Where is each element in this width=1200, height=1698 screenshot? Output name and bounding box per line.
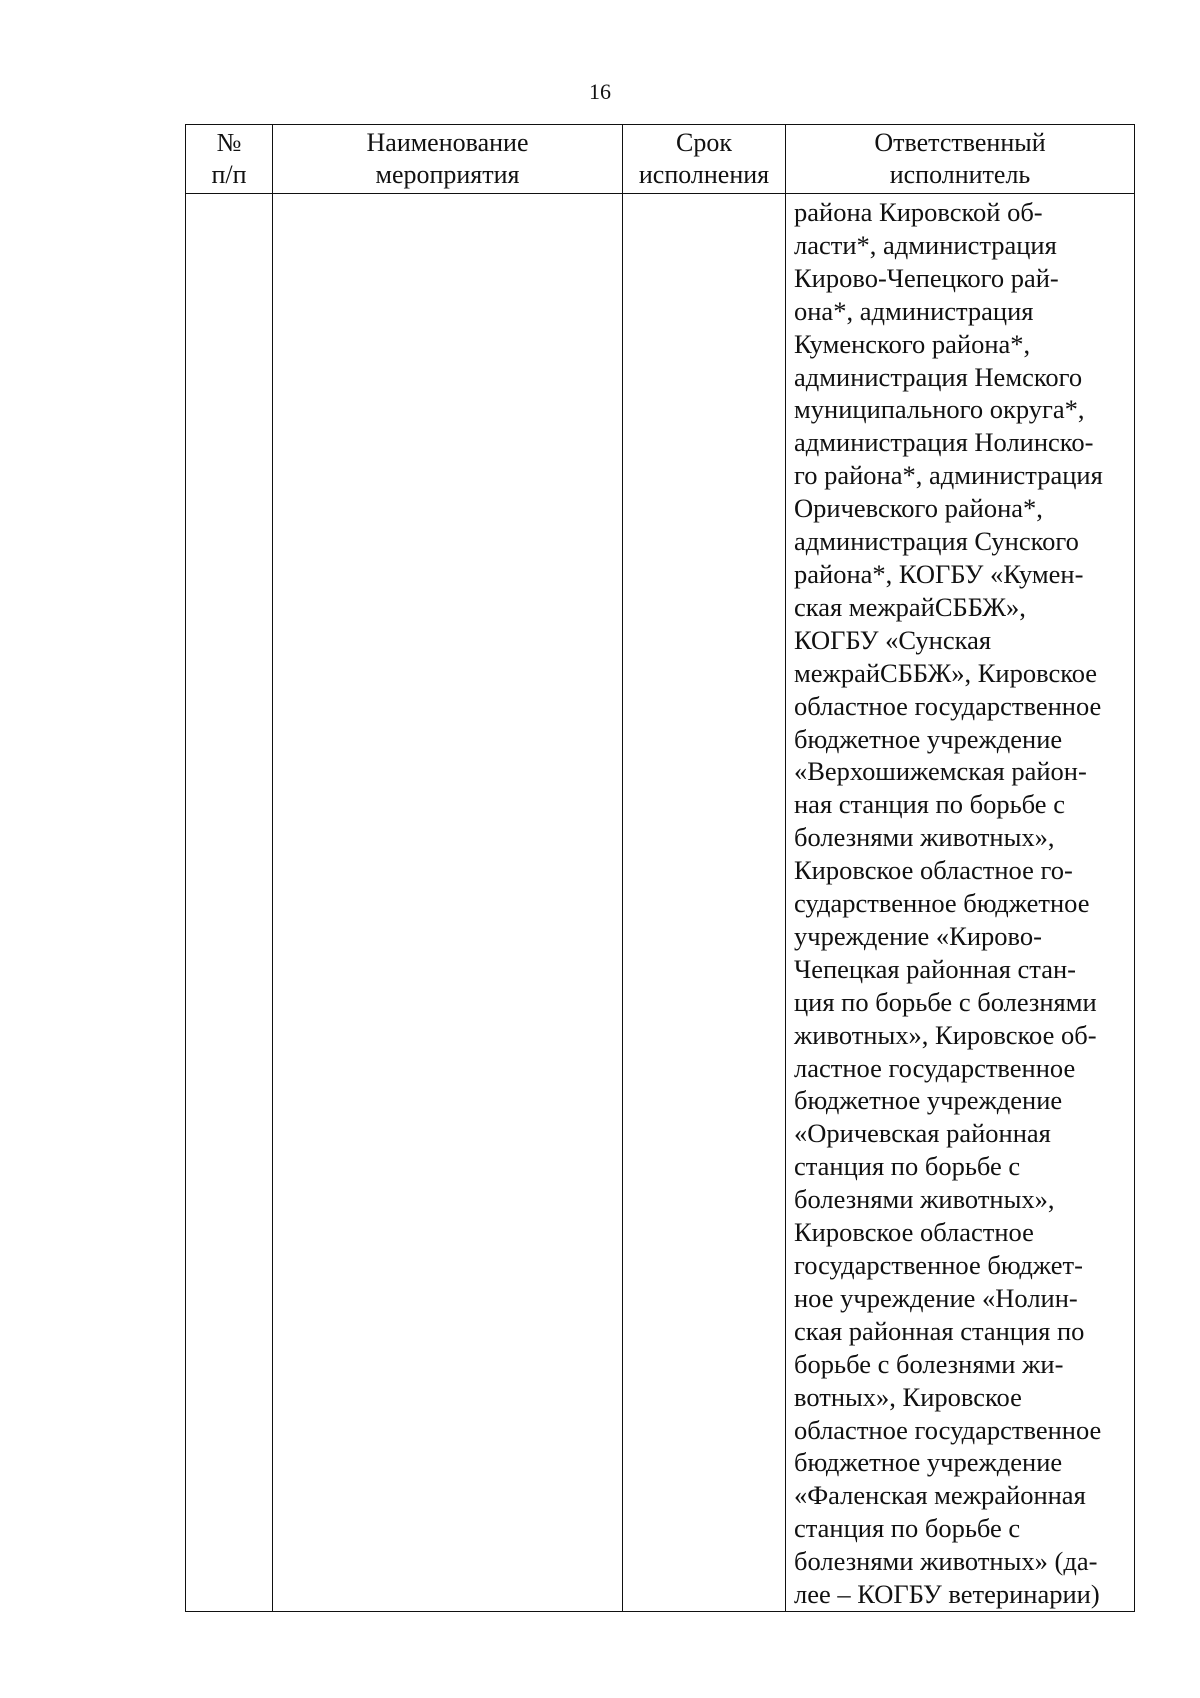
cell-responsible: района Кировской об- ласти*, администрация Кирово-Чепецкого рай- она*, администрация Куменского района*, администрация Немского муниципального округа*, администрация Нолинско- го района*, администрация Оричевского района*, администрация Сунского района*, КОГБУ «Кумен- ская межрайСББЖ», КОГБУ «Сунская межрайСББЖ», Кировское областное государственное бюджетное учреждение «Верхошижемская район- ная станция по борьбе с болезнями животных», Кировское областное го- сударственное бюджетное учреждение «Кирово- Чепецкая районная стан- ция по борьбе с болезнями животных», Кировское об- ластное государственное бюджетное учреждение «Оричевская районная станция по борьбе с болезнями животных», Кировское областное государственное бюджет- ное учреждение «Нолин- ская районная станция по борьбе с болезнями жи- вотных», Кировское областное государственное бюджетное учреждение «Фаленская межрайонная станция по борьбе с болезнями животных» (да- лее – КОГБУ ветеринарии) — [786, 194, 1135, 1612]
header-term — [623, 125, 786, 194]
header-num-line-2: п/п — [211, 160, 247, 189]
header-term-line-2: исполнения — [638, 160, 770, 189]
header-term-line-1: Срок — [676, 128, 732, 157]
page-number: 16 — [589, 79, 611, 104]
cell-num — [186, 194, 273, 1612]
header-responsible-line-1: Ответственный — [874, 128, 1046, 157]
measures-table — [185, 124, 1135, 1612]
table-row — [186, 194, 1135, 1612]
header-responsible — [786, 125, 1135, 194]
header-name-line-2: мероприятия — [375, 160, 520, 189]
header-name-line-1: Наименование — [366, 128, 529, 157]
header-num — [186, 125, 273, 194]
header-name — [273, 125, 623, 194]
header-responsible-line-2: исполнитель — [889, 160, 1031, 189]
header-num-line-1: № — [216, 128, 242, 157]
cell-term — [623, 194, 786, 1612]
cell-name — [273, 194, 623, 1612]
table-header-row — [186, 125, 1135, 194]
